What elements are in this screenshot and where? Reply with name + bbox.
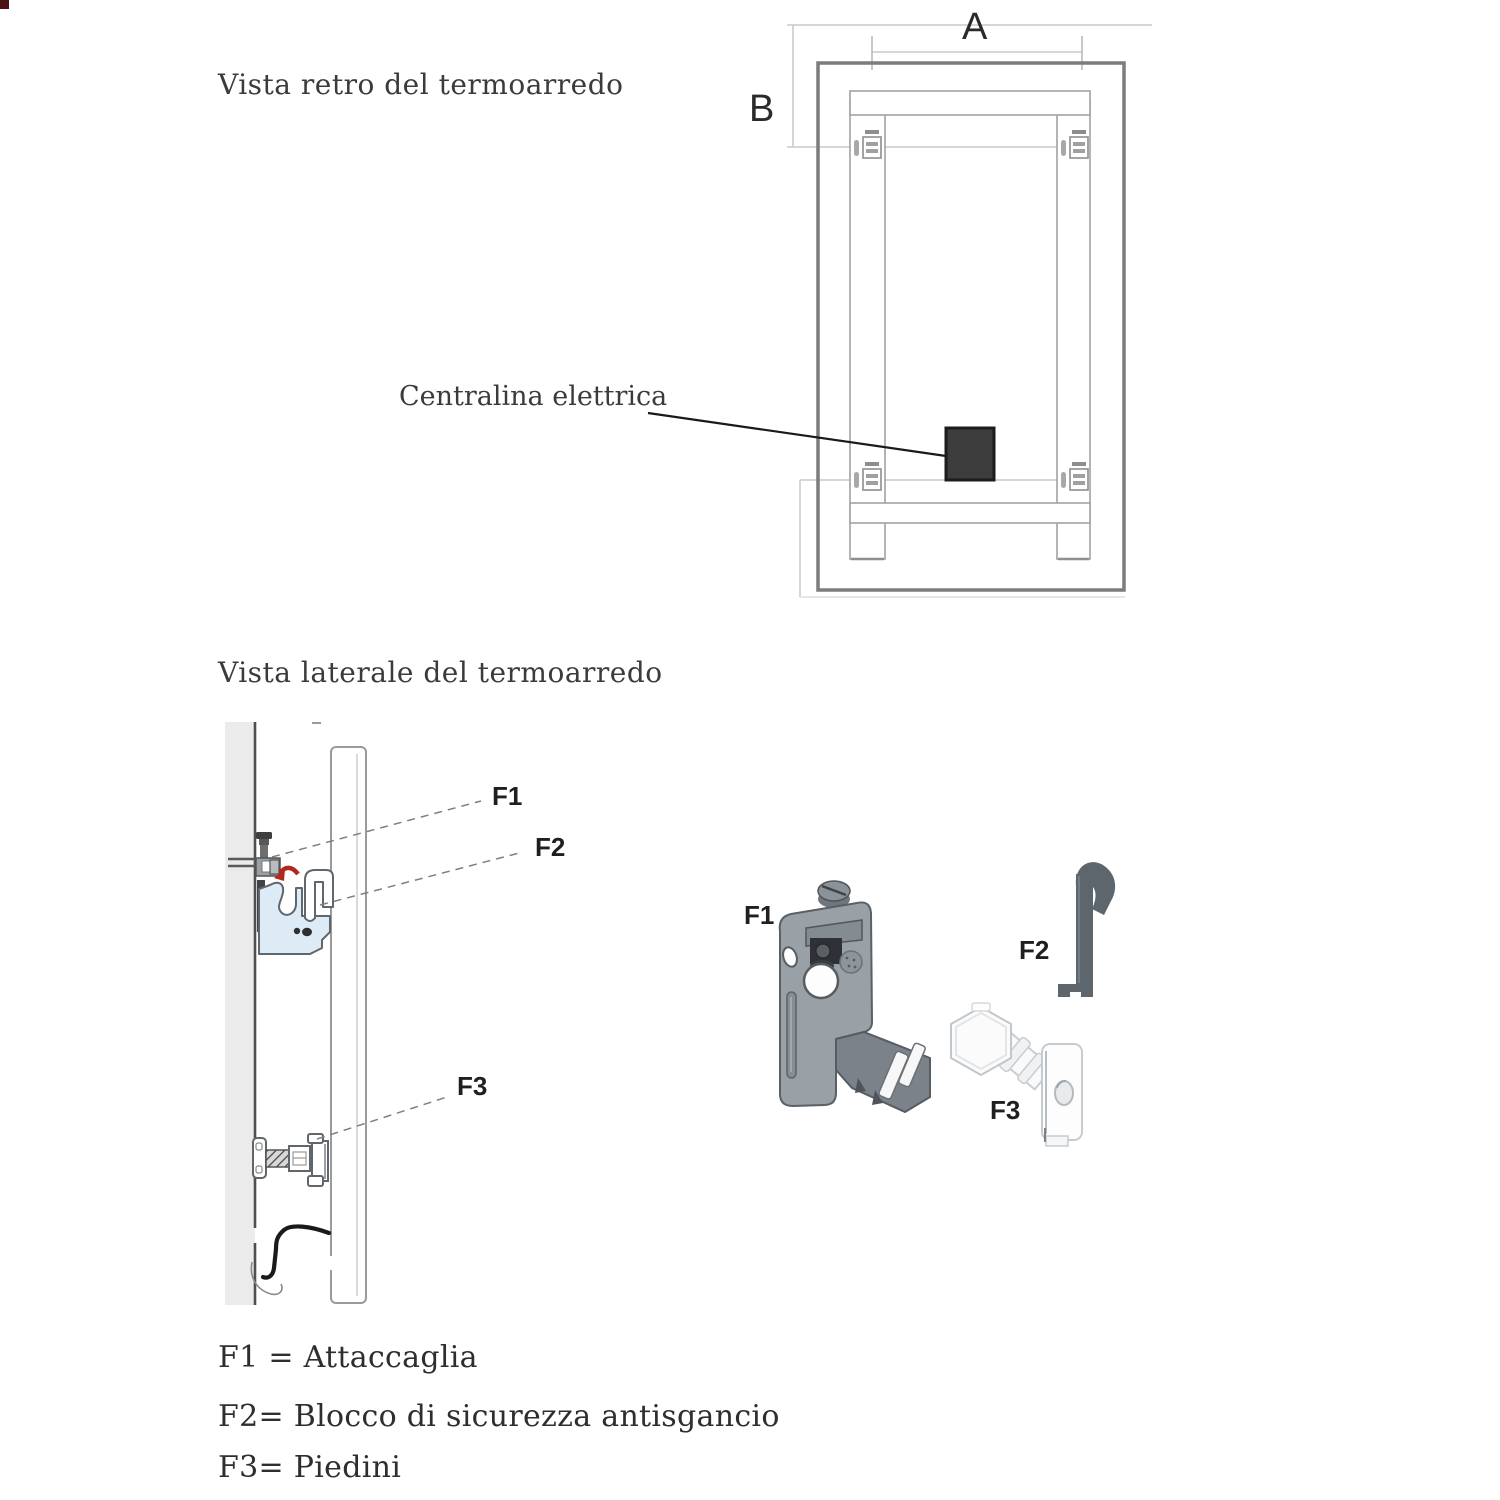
centralina-box [946, 428, 994, 480]
side-view-drawing [225, 722, 523, 1305]
part-label-f1: F1 [744, 900, 775, 930]
part-f2-3d [1058, 862, 1115, 997]
part-f1-3d [780, 881, 930, 1112]
dimension-a-label: A [962, 6, 988, 48]
legend-item-f1: F1 = Attaccaglia [218, 1340, 478, 1375]
centralina-label: Centralina elettrica [399, 381, 668, 412]
side-f1-assembly [256, 832, 333, 954]
rear-view-drawing [648, 25, 1152, 597]
legend-item-f2: F2= Blocco di sicurezza antisgancio [218, 1399, 780, 1434]
side-f3-assembly [253, 1134, 328, 1186]
wall-strip [225, 722, 255, 1305]
side-label-f1: F1 [492, 781, 523, 811]
side-f2-hook [305, 870, 333, 921]
side-f1-bracket [259, 883, 330, 954]
side-tube [331, 747, 366, 1303]
rear-view-title: Vista retro del termoarredo [218, 68, 624, 101]
part-label-f2: F2 [1019, 935, 1050, 965]
radiator-frame [850, 91, 1090, 559]
side-label-f3: F3 [457, 1071, 488, 1101]
legend-item-f3: F3= Piedini [218, 1450, 402, 1485]
dimension-b-label: B [749, 88, 775, 130]
side-label-f2: F2 [535, 832, 566, 862]
centralina-pointer-line [648, 413, 946, 456]
scan-artifact-dot [0, 0, 9, 9]
side-view-title: Vista laterale del termoarredo [218, 656, 663, 689]
power-cable [251, 1226, 329, 1294]
part-label-f3: F3 [990, 1095, 1021, 1125]
